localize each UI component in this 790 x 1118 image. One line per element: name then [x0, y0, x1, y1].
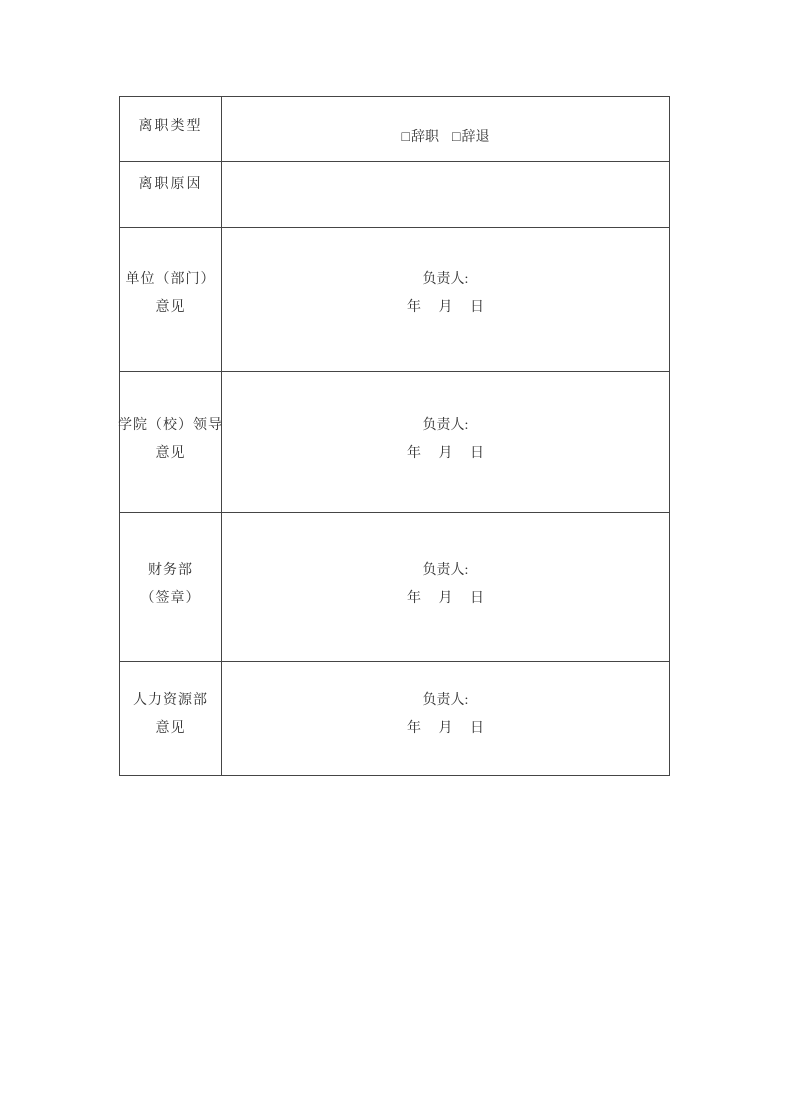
- checkbox-option-resign[interactable]: [402, 129, 439, 147]
- row-hr-opinion: [120, 662, 669, 775]
- row-school-leader-opinion: [120, 372, 669, 513]
- date-line: 年 月 日: [407, 591, 484, 606]
- date-line: 年 月 日: [407, 446, 484, 461]
- department-opinion-label-cell: [120, 228, 222, 371]
- resignation-type-label-cell: [120, 97, 222, 161]
- date-line: 年 月 日: [407, 721, 484, 736]
- finance-department-label-line2: （签章）: [140, 591, 201, 606]
- finance-department-label-line1: 财务部: [148, 563, 193, 578]
- responsible-person-label: 负责人:: [422, 693, 469, 708]
- department-opinion-signature-cell: [222, 228, 669, 371]
- hr-opinion-label-line1: 人力资源部: [133, 693, 208, 708]
- checkbox-option-dismiss[interactable]: [452, 129, 489, 147]
- resignation-type-options: [402, 129, 490, 147]
- row-department-opinion: [120, 228, 669, 372]
- date-line: 年 月 日: [407, 300, 484, 315]
- responsible-person-label: 负责人:: [422, 563, 469, 578]
- row-resignation-reason: [120, 162, 669, 228]
- checkbox-icon[interactable]: □: [401, 130, 410, 145]
- resignation-reason-content-cell: [222, 162, 669, 227]
- finance-department-signature-cell: [222, 513, 669, 661]
- responsible-person-label: 负责人:: [422, 418, 469, 433]
- school-leader-opinion-label-line1: 学院（校）领导: [118, 418, 223, 433]
- resignation-form-table: [119, 96, 670, 776]
- department-opinion-label-line1: 单位（部门）: [125, 272, 216, 287]
- finance-department-label-cell: [120, 513, 222, 661]
- hr-opinion-signature-cell: [222, 662, 669, 775]
- school-leader-opinion-label-line2: 意见: [155, 446, 186, 461]
- row-resignation-type: [120, 97, 669, 162]
- department-opinion-label-line2: 意见: [155, 300, 186, 315]
- responsible-person-label: 负责人:: [422, 272, 469, 287]
- resignation-type-label: 离职类型: [138, 119, 203, 134]
- row-finance-department: [120, 513, 669, 662]
- checkbox-option-dismiss-label: 辞退: [461, 130, 490, 145]
- school-leader-opinion-label-cell: [120, 372, 222, 512]
- resignation-reason-label: 离职原因: [138, 177, 203, 192]
- checkbox-option-resign-label: 辞职: [411, 130, 439, 145]
- resignation-reason-label-cell: [120, 162, 222, 227]
- hr-opinion-label-line2: 意见: [155, 721, 186, 736]
- school-leader-opinion-signature-cell: [222, 372, 669, 512]
- checkbox-icon[interactable]: □: [452, 130, 461, 145]
- resignation-type-content-cell: [222, 97, 669, 161]
- hr-opinion-label-cell: [120, 662, 222, 775]
